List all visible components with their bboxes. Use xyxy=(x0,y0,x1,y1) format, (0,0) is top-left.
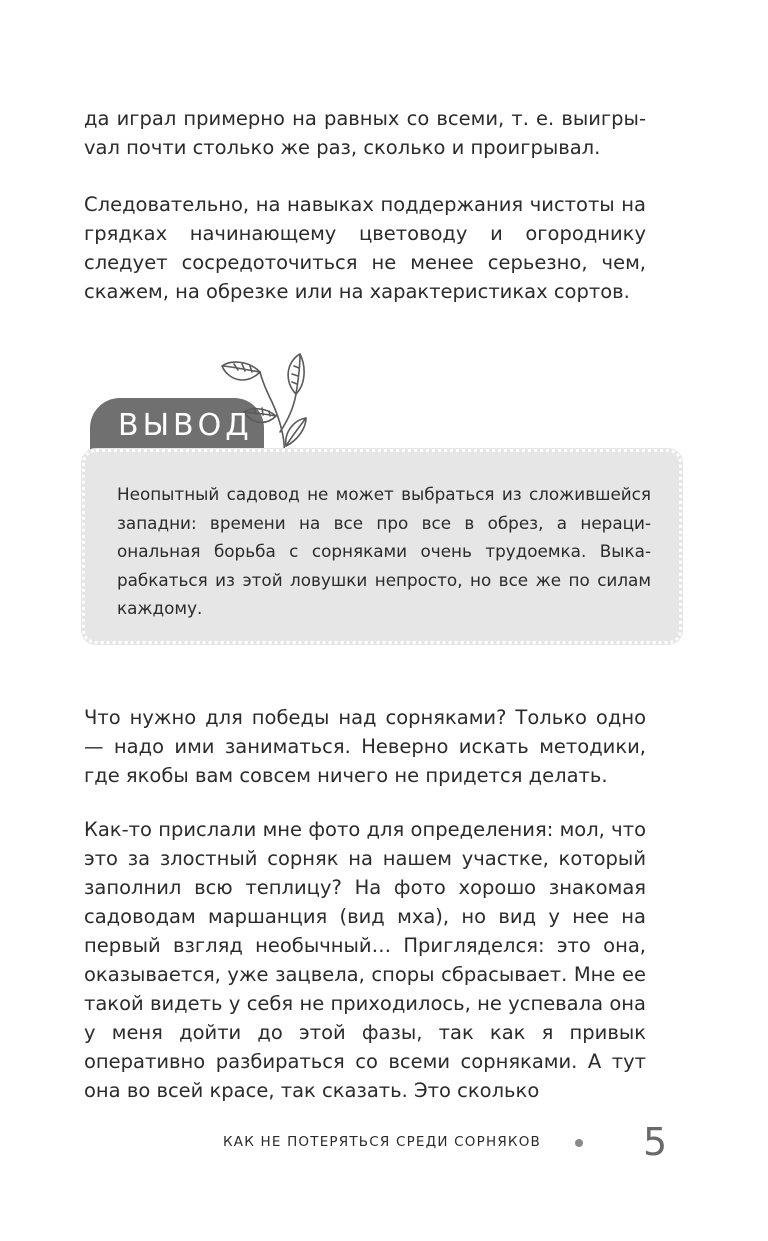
body-paragraph: Как-то прислали мне фото для определения: мол, что это за злостный сорняк на нашем участке, который заполнил всю теплицу? На фото хорошо знакомая садоводам маршанция (вид мха), но вид у нее на первый взгляд необычный… Пригляделся: это она, оказывается, уже зацвела, споры сбрасывает. Мне ее такой видеть у себя не приходилось, не успевала она у меня дойти до этой фазы, так как я привык оперативно разбираться со всеми сорняками. А тут она во всей красе, так сказать. Это сколько xyxy=(84,818,646,1102)
body-paragraph: Что нужно для победы над сорняками? Только одно — надо ими заниматься. Неверно искать методики, где якобы вам совсем ничего не придется делать. xyxy=(84,706,646,787)
body-paragraph: Следовательно, на навыках поддержания чистоты на грядках начинающему цветоводу и огороднику следует сосредоточиться не менее серьезно, чем, скажем, на обрезке или на характеристиках сортов. xyxy=(84,193,646,303)
conclusion-text: Неопытный садовод не может выбраться из сложившейся западни: времени на все про все в обрез, а нерациональная борьба с сорняками очень трудоемка. Выкарабкаться из этой ловушки непросто, но все же по силам каждому. xyxy=(117,484,651,618)
running-title: КАК НЕ ПОТЕРЯТЬСЯ СРЕДИ СОРНЯКОВ xyxy=(223,1134,541,1150)
bullet-dot-icon xyxy=(575,1139,583,1147)
conclusion-heading: ВЫВОД xyxy=(118,408,253,443)
body-paragraph: да играл примерно на равных со всеми, т. е. выигрыvал почти столько же раз, сколько и проигрывал. xyxy=(84,107,646,159)
page-number: 5 xyxy=(643,1120,668,1164)
